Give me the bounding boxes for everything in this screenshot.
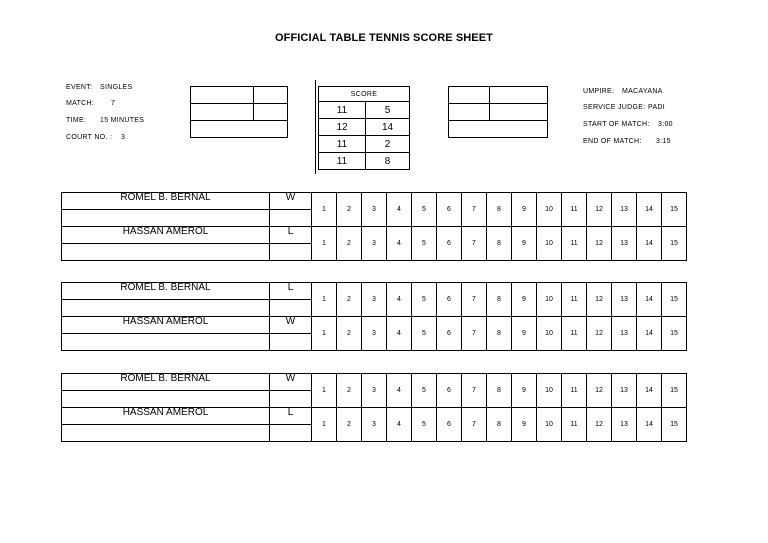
point-cell[interactable]: 6 — [437, 227, 462, 261]
point-cell[interactable]: 8 — [487, 374, 512, 408]
blank-cell — [62, 244, 270, 261]
point-cell[interactable]: 5 — [412, 227, 437, 261]
start-label: START OF MATCH: — [583, 121, 650, 128]
point-cell[interactable]: 9 — [512, 227, 537, 261]
player-result: W — [270, 374, 312, 391]
point-cell[interactable]: 2 — [337, 283, 362, 317]
point-cell[interactable]: 12 — [587, 374, 612, 408]
box-cell — [490, 87, 548, 104]
player-result: L — [270, 227, 312, 244]
score-cell: 11 — [319, 153, 366, 170]
point-cell[interactable]: 9 — [512, 374, 537, 408]
point-cell[interactable]: 5 — [412, 193, 437, 227]
point-cell[interactable]: 4 — [387, 374, 412, 408]
player-name: HASSAN AMEROL — [62, 408, 270, 425]
game-3 — [61, 373, 686, 442]
player-result: W — [270, 317, 312, 334]
blank-cell — [270, 334, 312, 351]
point-cell[interactable]: 9 — [512, 408, 537, 442]
point-cell[interactable]: 10 — [537, 193, 562, 227]
point-cell[interactable]: 13 — [612, 374, 637, 408]
court-label: COURT NO. : — [66, 134, 113, 141]
point-cell[interactable]: 13 — [612, 283, 637, 317]
point-cell[interactable]: 5 — [412, 408, 437, 442]
box-cell — [449, 87, 490, 104]
point-cell[interactable]: 1 — [312, 227, 337, 261]
point-cell[interactable]: 1 — [312, 374, 337, 408]
event-value: SINGLES — [100, 84, 133, 91]
point-cell[interactable]: 12 — [587, 193, 612, 227]
point-cell[interactable]: 13 — [612, 408, 637, 442]
service-judge-label: SERVICE JUDGE: — [583, 104, 646, 111]
point-cell[interactable]: 8 — [487, 227, 512, 261]
right-signature-box — [448, 86, 548, 138]
point-cell[interactable]: 3 — [362, 374, 387, 408]
point-cell[interactable]: 5 — [412, 374, 437, 408]
point-cell[interactable]: 8 — [487, 193, 512, 227]
box-cell — [449, 104, 490, 121]
point-cell[interactable]: 7 — [462, 193, 487, 227]
point-cell[interactable]: 14 — [637, 227, 662, 261]
umpire-label: UMPIRE: — [583, 88, 615, 95]
blank-cell — [270, 210, 312, 227]
score-cell: 8 — [366, 153, 410, 170]
player-name: HASSAN AMEROL — [62, 227, 270, 244]
point-cell[interactable]: 7 — [462, 283, 487, 317]
point-cell[interactable]: 7 — [462, 374, 487, 408]
blank-cell — [270, 244, 312, 261]
point-cell[interactable]: 13 — [612, 193, 637, 227]
blank-cell — [62, 334, 270, 351]
point-cell[interactable]: 3 — [362, 227, 387, 261]
player-name: ROMEL B. BERNAL — [62, 374, 270, 391]
point-cell[interactable]: 6 — [437, 283, 462, 317]
player-result: W — [270, 193, 312, 210]
point-cell[interactable]: 15 — [662, 193, 687, 227]
match-value: 7 — [111, 100, 116, 107]
score-cell: 5 — [366, 102, 410, 119]
box-cell — [191, 121, 288, 138]
score-header: SCORE — [319, 87, 410, 102]
point-cell[interactable]: 4 — [387, 408, 412, 442]
end-value: 3:15 — [656, 138, 671, 145]
score-cell: 14 — [366, 119, 410, 136]
divider — [315, 80, 316, 174]
point-cell[interactable]: 11 — [562, 374, 587, 408]
point-cell[interactable]: 7 — [462, 317, 487, 351]
point-cell[interactable]: 9 — [512, 283, 537, 317]
point-cell[interactable]: 14 — [637, 408, 662, 442]
point-cell[interactable]: 10 — [537, 283, 562, 317]
point-cell[interactable]: 4 — [387, 317, 412, 351]
point-cell[interactable]: 7 — [462, 227, 487, 261]
point-cell[interactable]: 1 — [312, 408, 337, 442]
player-result: L — [270, 408, 312, 425]
blank-cell — [270, 425, 312, 442]
service-judge-value: PADI — [648, 104, 666, 111]
point-cell[interactable]: 3 — [362, 193, 387, 227]
point-cell[interactable]: 12 — [587, 283, 612, 317]
score-cell: 12 — [319, 119, 366, 136]
point-cell[interactable]: 14 — [637, 317, 662, 351]
left-signature-box — [190, 86, 288, 138]
point-cell[interactable]: 13 — [612, 317, 637, 351]
point-cell[interactable]: 14 — [637, 193, 662, 227]
point-cell[interactable]: 8 — [487, 317, 512, 351]
blank-cell — [270, 300, 312, 317]
point-cell[interactable]: 15 — [662, 283, 687, 317]
point-cell[interactable]: 2 — [337, 193, 362, 227]
point-cell[interactable]: 3 — [362, 317, 387, 351]
point-cell[interactable]: 2 — [337, 227, 362, 261]
point-cell[interactable]: 15 — [662, 374, 687, 408]
point-cell[interactable]: 4 — [387, 227, 412, 261]
point-cell[interactable]: 13 — [612, 227, 637, 261]
game-1 — [61, 192, 686, 261]
point-cell[interactable]: 15 — [662, 227, 687, 261]
point-cell[interactable]: 8 — [487, 408, 512, 442]
point-cell[interactable]: 14 — [637, 374, 662, 408]
point-cell[interactable]: 9 — [512, 193, 537, 227]
point-cell[interactable]: 11 — [562, 283, 587, 317]
point-cell[interactable]: 7 — [462, 408, 487, 442]
point-cell[interactable]: 14 — [637, 283, 662, 317]
point-cell[interactable]: 10 — [537, 408, 562, 442]
blank-cell — [62, 210, 270, 227]
match-label: MATCH: — [66, 100, 95, 107]
point-cell[interactable]: 1 — [312, 317, 337, 351]
point-cell[interactable]: 2 — [337, 374, 362, 408]
point-cell[interactable]: 6 — [437, 374, 462, 408]
point-cell[interactable]: 15 — [662, 408, 687, 442]
box-cell — [254, 87, 288, 104]
point-cell[interactable]: 10 — [537, 227, 562, 261]
point-cell[interactable]: 12 — [587, 227, 612, 261]
event-label: EVENT: — [66, 84, 93, 91]
point-cell[interactable]: 12 — [587, 408, 612, 442]
player-name: HASSAN AMEROL — [62, 317, 270, 334]
point-cell[interactable]: 6 — [437, 317, 462, 351]
blank-cell — [62, 391, 270, 408]
point-cell[interactable]: 5 — [412, 283, 437, 317]
point-cell[interactable]: 6 — [437, 193, 462, 227]
point-cell[interactable]: 10 — [537, 374, 562, 408]
point-cell[interactable]: 15 — [662, 317, 687, 351]
start-value: 3:00 — [658, 121, 673, 128]
point-cell[interactable]: 4 — [387, 193, 412, 227]
point-cell[interactable]: 8 — [487, 283, 512, 317]
point-cell[interactable]: 12 — [587, 317, 612, 351]
end-label: END OF MATCH: — [583, 138, 642, 145]
point-cell[interactable]: 3 — [362, 408, 387, 442]
score-cell: 11 — [319, 102, 366, 119]
point-cell[interactable]: 6 — [437, 408, 462, 442]
blank-cell — [62, 425, 270, 442]
point-cell[interactable]: 1 — [312, 283, 337, 317]
match-info — [66, 84, 186, 154]
point-cell[interactable]: 3 — [362, 283, 387, 317]
point-cell[interactable]: 2 — [337, 408, 362, 442]
player-result: L — [270, 283, 312, 300]
player-name: ROMEL B. BERNAL — [62, 283, 270, 300]
box-cell — [254, 104, 288, 121]
score-cell: 11 — [319, 136, 366, 153]
score-table — [318, 86, 410, 170]
point-cell[interactable]: 10 — [537, 317, 562, 351]
point-cell[interactable]: 2 — [337, 317, 362, 351]
point-cell[interactable]: 11 — [562, 408, 587, 442]
point-cell[interactable]: 1 — [312, 193, 337, 227]
box-cell — [191, 87, 254, 104]
umpire-value: MACAYANA — [622, 88, 663, 95]
box-cell — [490, 104, 548, 121]
blank-cell — [62, 300, 270, 317]
blank-cell — [270, 391, 312, 408]
box-cell — [191, 104, 254, 121]
box-cell — [449, 121, 548, 138]
point-cell[interactable]: 5 — [412, 317, 437, 351]
officials-info — [583, 88, 723, 152]
point-cell[interactable]: 11 — [562, 227, 587, 261]
time-value: 15 MINUTES — [100, 117, 145, 124]
sheet-title: OFFICIAL TABLE TENNIS SCORE SHEET — [274, 32, 493, 44]
game-2 — [61, 282, 686, 351]
point-cell[interactable]: 4 — [387, 283, 412, 317]
point-cell[interactable]: 9 — [512, 317, 537, 351]
time-label: TIME: — [66, 117, 87, 124]
point-cell[interactable]: 11 — [562, 193, 587, 227]
score-cell: 2 — [366, 136, 410, 153]
court-value: 3 — [121, 134, 126, 141]
player-name: ROMEL B. BERNAL — [62, 193, 270, 210]
point-cell[interactable]: 11 — [562, 317, 587, 351]
